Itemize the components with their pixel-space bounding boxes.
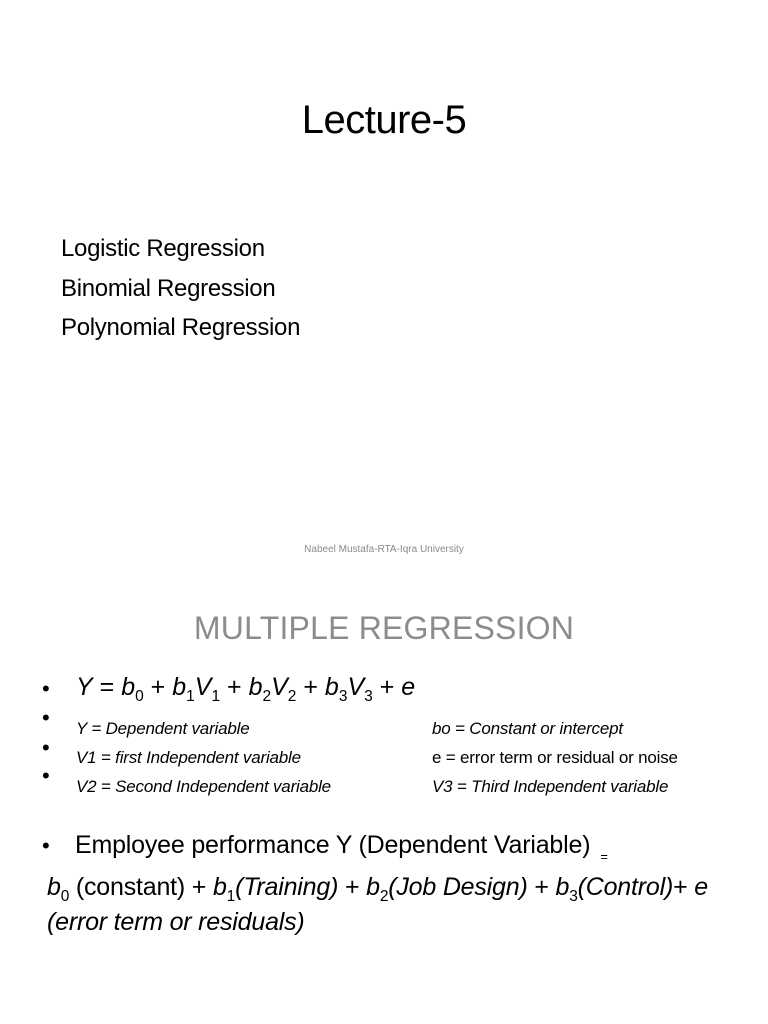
eq-v1-sub: 1 bbox=[211, 687, 221, 705]
topic-item-binomial: Binomial Regression bbox=[61, 275, 276, 302]
perf-e: e bbox=[694, 873, 708, 901]
perf-constant: (constant) + bbox=[69, 873, 213, 901]
eq-b3-sub: 3 bbox=[338, 687, 348, 705]
eq-v1: V bbox=[194, 673, 212, 701]
eq-e: e bbox=[401, 673, 416, 701]
performance-equals: = bbox=[600, 849, 608, 864]
perf-b2-sub: 2 bbox=[379, 887, 389, 905]
eq-equals: = bbox=[92, 673, 122, 701]
definition-v1: V1 = first Independent variable bbox=[76, 748, 301, 767]
eq-b0-sub: 0 bbox=[135, 687, 144, 705]
definition-v2: V2 = Second Independent variable bbox=[76, 777, 331, 796]
eq-b3: b bbox=[324, 673, 339, 701]
eq-y: Y bbox=[76, 673, 93, 701]
eq-b1: b bbox=[172, 673, 187, 701]
perf-b2: b bbox=[366, 873, 380, 901]
perf-plus-e: + bbox=[673, 873, 695, 901]
perf-b3-sub: 3 bbox=[569, 887, 578, 905]
topic-item-polynomial: Polynomial Regression bbox=[61, 314, 301, 341]
eq-plus: + bbox=[372, 673, 402, 701]
regression-equation bbox=[76, 673, 416, 705]
definition-dependent: Y = Dependent variable bbox=[76, 719, 250, 738]
bullet-marker: • bbox=[42, 705, 50, 730]
eq-plus: + bbox=[220, 673, 249, 701]
perf-b1-sub: 1 bbox=[226, 887, 236, 905]
bullet-marker: • bbox=[42, 763, 50, 788]
slide-title: Lecture-5 bbox=[301, 98, 467, 142]
slide-footer: Nabeel Mustafa-RTA-Iqra University bbox=[304, 544, 464, 555]
eq-b2: b bbox=[248, 673, 263, 701]
performance-equation bbox=[47, 873, 708, 905]
definition-error: e = error term or residual or noise bbox=[432, 748, 678, 767]
definition-v3: V3 = Third Independent variable bbox=[432, 777, 669, 796]
perf-b0: b bbox=[47, 873, 61, 901]
performance-line bbox=[75, 831, 608, 864]
eq-b2-sub: 2 bbox=[262, 687, 272, 705]
eq-v3-sub: 3 bbox=[364, 687, 373, 705]
perf-b0-sub: 0 bbox=[60, 887, 70, 905]
eq-plus: + bbox=[143, 673, 173, 701]
eq-b1-sub: 1 bbox=[186, 687, 195, 705]
eq-v3: V bbox=[347, 673, 365, 701]
eq-b0: b bbox=[121, 673, 136, 701]
eq-v2: V bbox=[271, 673, 288, 701]
perf-b1: b bbox=[212, 873, 227, 901]
eq-plus: + bbox=[296, 673, 325, 701]
perf-plus: + bbox=[338, 873, 367, 901]
topic-item-logistic: Logistic Regression bbox=[61, 235, 265, 262]
perf-control: (Control) bbox=[577, 873, 674, 901]
perf-training: (Training) bbox=[235, 873, 339, 901]
perf-b3: b bbox=[555, 873, 570, 901]
eq-v2-sub: 2 bbox=[287, 687, 297, 705]
bullet-marker: • bbox=[42, 676, 50, 701]
performance-error-term: (error term or residuals) bbox=[47, 908, 305, 936]
bullet-marker: • bbox=[42, 833, 50, 858]
definition-constant: bo = Constant or intercept bbox=[432, 719, 623, 738]
section-heading: MULTIPLE REGRESSION bbox=[193, 610, 575, 646]
performance-label: Employee performance Y (Dependent Variable) bbox=[75, 831, 591, 859]
bullet-marker: • bbox=[42, 735, 50, 760]
perf-plus: + bbox=[527, 873, 556, 901]
perf-job-design: (Job Design) bbox=[388, 873, 528, 901]
